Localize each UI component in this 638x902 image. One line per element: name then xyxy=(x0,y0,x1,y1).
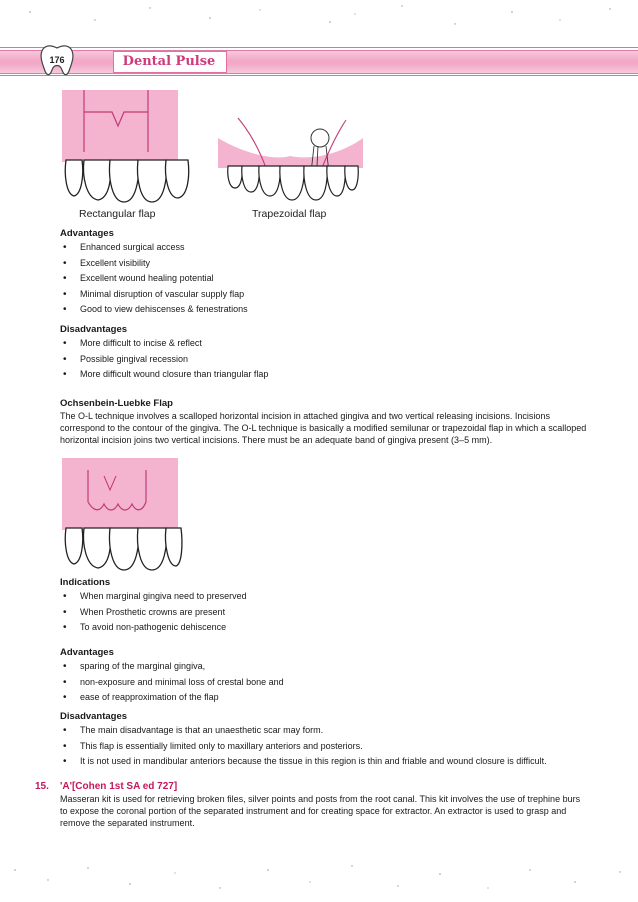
ol-disadvantages-heading: Disadvantages xyxy=(60,711,128,722)
brand-title: Dental Pulse xyxy=(122,54,216,69)
list-item: • Excellent visibility xyxy=(60,256,590,272)
list-item: • To avoid non-pathogenic dehiscence xyxy=(60,620,590,636)
ol-disadvantages-list xyxy=(60,723,590,770)
list-item: • sparing of the marginal gingiva, xyxy=(60,659,590,675)
question-15-section xyxy=(60,781,590,829)
ol-disadvantages-section xyxy=(60,710,590,770)
page-number: 176 xyxy=(49,55,65,65)
advantages-list xyxy=(60,240,590,318)
question-15-paragraph: Masseran kit is used for retrieving broken files, silver points and posts from the root canal. This kit involves the use of trephine burs to expose the coronal portion of the separated instrument and for creating space for extractor. An extractor is used to grasp and remove the separated instrument. xyxy=(60,794,581,828)
header-rule-bottom xyxy=(0,75,638,76)
ol-flap-illustration xyxy=(60,456,185,574)
ol-flap-heading: Ochsenbein-Luebke Flap xyxy=(60,398,173,409)
header-band xyxy=(0,50,638,74)
list-item: • The main disadvantage is that an unaesthetic scar may form. xyxy=(60,723,590,739)
list-item: • It is not used in mandibular anteriors because the tissue in this region is thin and friable and wound closure is difficult. xyxy=(60,754,590,770)
ol-advantages-section xyxy=(60,646,590,706)
list-item: • More difficult to incise & reflect xyxy=(60,336,590,352)
list-item: • Possible gingival recession xyxy=(60,352,590,368)
flap-disadvantages-section xyxy=(60,323,590,383)
rectangular-flap-illustration xyxy=(60,88,195,206)
list-item: • This flap is essentially limited only to maxillary anteriors and posteriors. xyxy=(60,739,590,755)
list-item: • When marginal gingiva need to preserved xyxy=(60,589,590,605)
list-item: • non-exposure and minimal loss of crestal bone and xyxy=(60,675,590,691)
ol-advantages-heading: Advantages xyxy=(60,647,114,658)
list-item: • Minimal disruption of vascular supply flap xyxy=(60,287,590,303)
list-item: • ease of reapproximation of the flap xyxy=(60,690,590,706)
answer-reference: 'A'[Cohen 1st SA ed 727] xyxy=(60,781,178,792)
flap-advantages-section xyxy=(60,227,590,318)
list-item: • More difficult wound closure than triangular flap xyxy=(60,367,590,383)
ol-indications-section xyxy=(60,576,590,636)
advantages-heading: Advantages xyxy=(60,228,114,239)
list-item: • Excellent wound healing potential xyxy=(60,271,590,287)
trapezoidal-flap-illustration xyxy=(218,116,363,206)
disadvantages-list xyxy=(60,336,590,383)
indications-heading: Indications xyxy=(60,577,111,588)
indications-list xyxy=(60,589,590,636)
top-scan-speckle xyxy=(0,0,638,40)
list-item: • Enhanced surgical access xyxy=(60,240,590,256)
list-item: • Good to view dehiscenses & fenestrations xyxy=(60,302,590,318)
question-number: 15. xyxy=(35,781,49,792)
disadvantages-heading: Disadvantages xyxy=(60,324,128,335)
ol-flap-paragraph: The O-L technique involves a scalloped horizontal incision in attached gingiva and two vertical releasing incisions. Incisions correspond to the contour of the gingiva. The O-L technique is basically a modified semilunar or trapezoidal flap in which a scalloped horizontal incision joins two vertical incisions. There must be an adequate band of gingiva present (3–5 mm). xyxy=(60,411,587,445)
trapezoidal-flap-caption: Trapezoidal flap xyxy=(252,208,327,220)
ol-advantages-list xyxy=(60,659,590,706)
list-item: • When Prosthetic crowns are present xyxy=(60,605,590,621)
ol-flap-section xyxy=(60,397,590,446)
header-rule-top xyxy=(0,47,638,48)
rectangular-flap-caption: Rectangular flap xyxy=(79,208,156,220)
bottom-scan-speckle xyxy=(0,858,638,898)
